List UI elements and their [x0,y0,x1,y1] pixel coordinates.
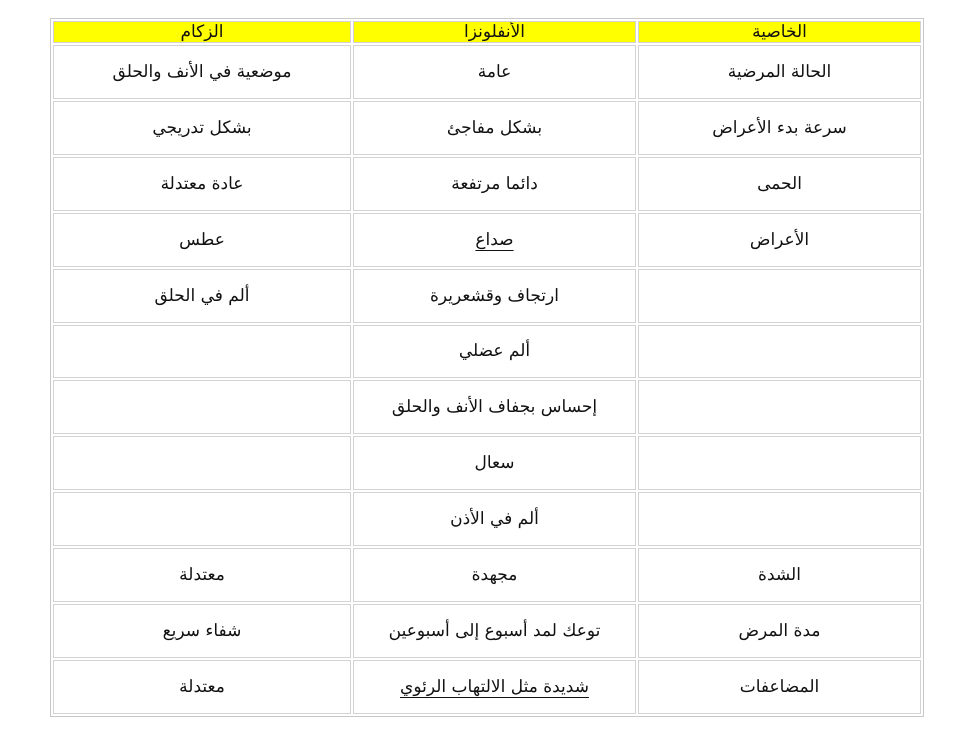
cell-cold [53,436,351,490]
table-row [53,660,921,714]
cell-flu: ألم عضلي [353,325,636,379]
cell-property [638,325,921,379]
cell-cold: ألم في الحلق [53,269,351,323]
cell-flu: دائما مرتفعة [353,157,636,211]
table-row [53,101,921,155]
cell-property [638,436,921,490]
cell-property: المضاعفات [638,660,921,714]
table-row [53,325,921,379]
cell-flu: إحساس بجفاف الأنف والحلق [353,380,636,434]
table-row [53,157,921,211]
pneumonia-link-text[interactable]: شديدة مثل الالتهاب الرئوي [400,676,589,697]
cell-cold [53,325,351,379]
table-row [53,492,921,546]
cell-cold: معتدلة [53,660,351,714]
comparison-table-frame [50,18,924,717]
header-flu: الأنفلونزا [353,21,636,43]
cell-flu: توعك لمد أسبوع إلى أسبوعين [353,604,636,658]
cell-property: الحمى [638,157,921,211]
cell-cold: معتدلة [53,548,351,602]
cell-cold [53,492,351,546]
cell-cold: موضعية في الأنف والحلق [53,45,351,99]
header-row [53,21,921,43]
flu-vs-cold-table [51,19,923,716]
cell-flu: ألم في الأذن [353,492,636,546]
table-row [53,45,921,99]
cell-flu [353,213,636,267]
cell-cold: عطس [53,213,351,267]
table-row [53,436,921,490]
cell-property: مدة المرض [638,604,921,658]
cell-property: الحالة المرضية [638,45,921,99]
table-row [53,269,921,323]
cell-property [638,380,921,434]
header-cold: الزكام [53,21,351,43]
cell-cold: بشكل تدريجي [53,101,351,155]
cell-property: الأعراض [638,213,921,267]
cell-cold: عادة معتدلة [53,157,351,211]
cell-flu: مجهدة [353,548,636,602]
cell-flu [353,660,636,714]
table-row [53,604,921,658]
cell-flu: بشكل مفاجئ [353,101,636,155]
table-row [53,213,921,267]
table-row [53,380,921,434]
cell-property: الشدة [638,548,921,602]
header-property: الخاصية [638,21,921,43]
cell-cold [53,380,351,434]
table-row [53,548,921,602]
cell-property [638,269,921,323]
cell-property [638,492,921,546]
cell-flu: ارتجاف وقشعريرة [353,269,636,323]
cell-flu: سعال [353,436,636,490]
cell-cold: شفاء سريع [53,604,351,658]
headache-link-text[interactable]: صداع [475,229,514,250]
cell-flu: عامة [353,45,636,99]
cell-property: سرعة بدء الأعراض [638,101,921,155]
